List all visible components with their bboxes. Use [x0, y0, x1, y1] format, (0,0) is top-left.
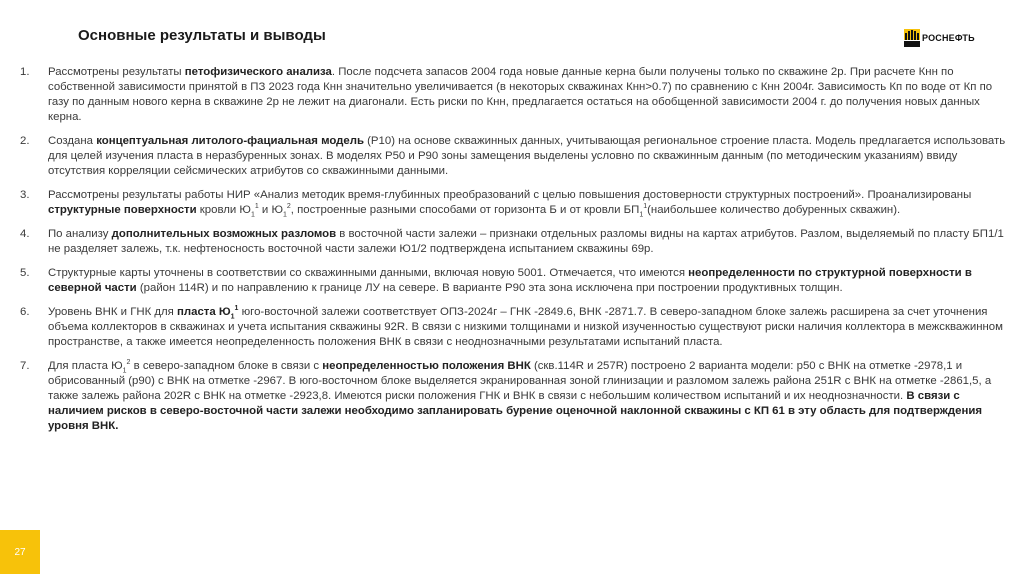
rosneft-logo	[904, 29, 975, 47]
page-number-badge	[0, 530, 40, 574]
subscript: 1	[122, 367, 127, 375]
text-run: юго-восточной залежи соответствует ОПЗ-2024г – ГНК -2849.6, ВНК -2871.7. В северо-западном блоке залежь расширена за счет уточнения объема коллекторов в скважинах и учета испытания скважины 92R. В связи с низкими толщинами и низкой изученностью существуют риски наличия коллектора в межскважинном пространстве, а также имеется неопределенность положения ВНК в связи с неоднозначными результатами испытаний пласта.	[48, 306, 1003, 348]
text-run: кровли Ю	[196, 204, 251, 216]
list-item-text	[48, 228, 1004, 255]
text-run: Создана	[48, 135, 97, 147]
bold-text: концептуальная литолого-фациальная модель	[96, 135, 364, 147]
superscript: 1	[254, 203, 259, 211]
logo-text: РОСНЕФТЬ	[922, 33, 975, 43]
text-run: Для пласта Ю	[48, 360, 123, 372]
list-item-number: 6.	[20, 306, 30, 318]
list-item-number: 1.	[20, 66, 30, 78]
list-item-number: 7.	[20, 360, 30, 372]
rosneft-emblem-icon	[904, 29, 920, 47]
list-item-number: 2.	[20, 135, 30, 147]
list-item	[20, 188, 1010, 218]
list-item	[20, 227, 1010, 257]
subscript: 1	[282, 211, 287, 219]
list-item-text	[48, 267, 972, 294]
text-run: (скв.114R и 257R) построено 2 варианта модели: р50 с ВНК на отметке -2978,1 и обрисованный (р90) с ВНК на отметке -2967. В юго-восточном блоке выделяется экранированная зоной глинизации и разломом залежь района 251R с ВНК на отметке -2861,5, а также залежь района 202R с ВНК на отметке -2923,8. Имеются риски положения ГНК и ВНК в связи с небольшим количеством испытаний и их неоднозначности.	[48, 360, 992, 402]
text-run: . После подсчета запасов 2004 года новые данные керна были получены только по скважине 2р. При расчете Кнн по собственной зависимости принятой в ПЗ 2023 года Кнн значительно увеличивается (в некоторых скважинах Кнн>0.7) по сравнению с Кнн 2004г. Зависимость Кп по воде от Кп по газу по данным нового керна в скважине 2р не лежит на диагонали. Есть риски по Кнн, предлагается остаться на обобщенной зависимости 2004 г. до получения новых данных керна.	[48, 66, 993, 123]
text-run: По анализу	[48, 228, 112, 240]
superscript: 1	[643, 203, 648, 211]
superscript: 2	[286, 203, 291, 211]
page-number: 27	[14, 546, 26, 558]
conclusions-list	[20, 65, 1010, 443]
page-title: Основные результаты и выводы	[78, 27, 326, 44]
text-run: в северо-западном блоке в связи с	[130, 360, 323, 372]
text-run: (Р10) на основе скважинных данных, учитывающая региональное строение пласта. Модель предлагается использовать для целей изучения пласта в неразбуренных зонах. В моделях Р50 и Р90 зоны замещения выделены условно по скважинным данным (по методическим указаниям) ввиду отсутствия корреляции сейсмических атрибутов со скважинными данными.	[48, 135, 1006, 177]
list-item	[20, 359, 1010, 434]
bold-text: петофизического анализа	[184, 66, 332, 78]
list-item	[20, 65, 1010, 125]
subscript: 1	[639, 211, 644, 219]
bold-text: В связи с наличием рисков в северо-восточной части залежи необходимо запланировать бурение оценочной наклонной скважины с КП 61 в эту область для подтверждения уровня ВНК.	[48, 390, 982, 432]
list-item-number: 5.	[20, 267, 30, 279]
list-item	[20, 305, 1010, 350]
bold-text: дополнительных возможных разломов	[111, 228, 337, 240]
list-item-text	[48, 189, 972, 219]
bold-text: неопределенностью положения ВНК	[322, 360, 531, 372]
bold-text: структурные поверхности	[48, 204, 197, 216]
text-run: Рассмотрены результаты	[48, 66, 185, 78]
list-item-number: 3.	[20, 189, 30, 201]
text-run: Рассмотрены результаты работы НИР «Анализ методик время-глубинных преобразований с целью повышения достоверности структурных построений». Проанализированы	[48, 189, 972, 201]
list-item-text	[48, 135, 1005, 177]
list-item-text	[48, 306, 1003, 348]
list-item-text	[48, 66, 992, 123]
list-item	[20, 134, 1010, 179]
list-item-text	[48, 360, 991, 432]
superscript: 2	[126, 359, 131, 367]
bold-text: неопределенности по структурной поверхности в северной части	[48, 267, 972, 294]
text-run: (наибольшее количество добуренных скважин).	[647, 204, 901, 216]
text-run: Уровень ВНК и ГНК для	[48, 306, 178, 318]
text-run: в восточной части залежи – признаки отдельных разломы видны на картах атрибутов. Разлом, выделяемый по пласту БП1/1 не разделяет залежь, т.к. нефтеносность восточной части залежи Ю1/2 подтверждена испытанием скважины 69р.	[48, 228, 1004, 255]
superscript: 1	[234, 305, 239, 313]
text-run: и Ю	[258, 204, 283, 216]
list-item-number: 4.	[20, 228, 30, 240]
text-run: (район 114R) и по направлению к границе ЛУ на севере. В варианте Р90 эта зона исключена при построении продуктивных толщин.	[136, 282, 843, 294]
bold-text: пласта Ю	[177, 306, 231, 318]
list-item	[20, 266, 1010, 296]
subscript: 1	[230, 313, 235, 321]
subscript: 1	[250, 211, 255, 219]
text-run: Структурные карты уточнены в соответствии со скважинными данными, включая новую 5001. Отмечается, что имеются	[48, 267, 689, 279]
text-run: , построенные разными способами от горизонта Б и от кровли БП	[290, 204, 640, 216]
